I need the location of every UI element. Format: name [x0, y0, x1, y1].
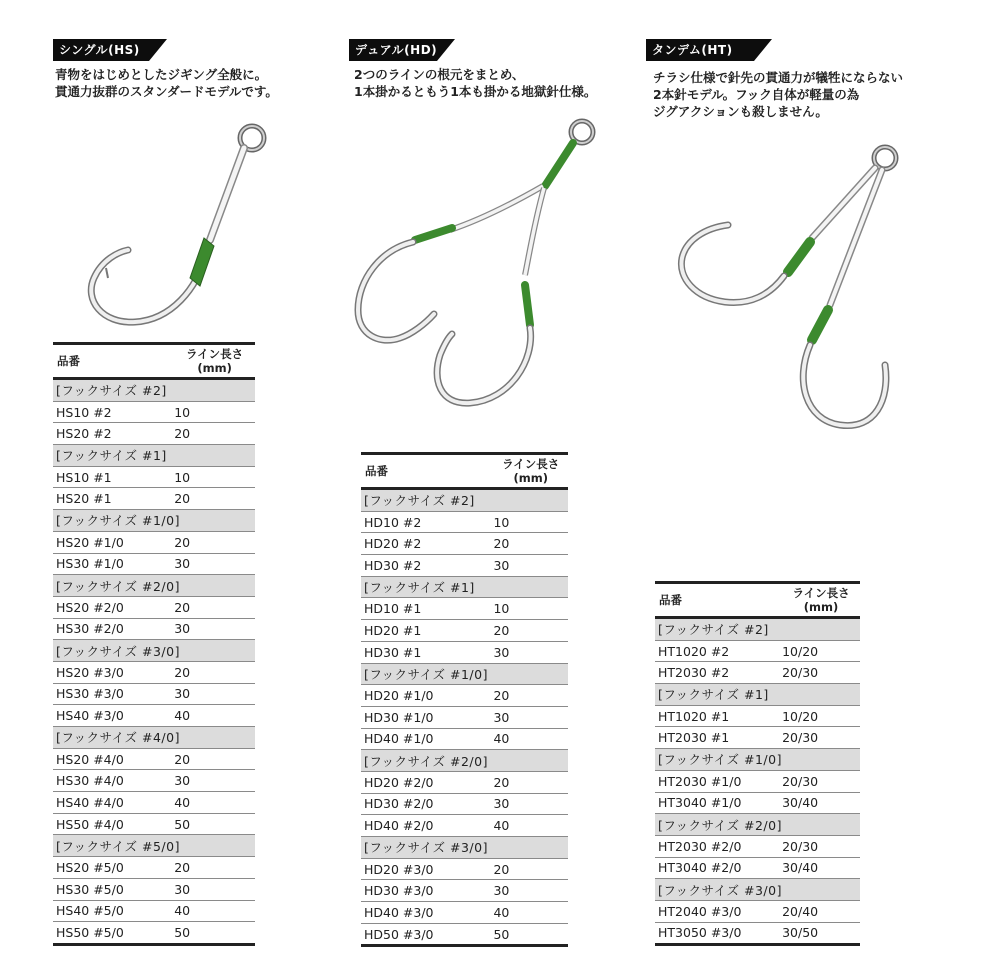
header-item: 品番: [361, 454, 493, 489]
table-row: HS20 #5/0 20: [53, 857, 255, 879]
table-row: HD10 #1 10: [361, 598, 568, 620]
table-row: HT3050 #3/0 30/50: [655, 922, 860, 945]
header-line-length: ライン長さ (mm): [782, 583, 860, 618]
table-row: HS30 #5/0 30: [53, 878, 255, 900]
spec-table-single-hs: [53, 342, 255, 946]
section-row: [フックサイズ #2]: [53, 379, 255, 402]
section-row: [フックサイズ #1/0]: [655, 749, 860, 771]
section-row: [フックサイズ #2/0]: [655, 814, 860, 836]
single-hook-illustration: [80, 110, 280, 340]
header-item: 品番: [655, 583, 782, 618]
table-row: HT3040 #2/0 30/40: [655, 857, 860, 879]
section-row: [フックサイズ #3/0]: [53, 640, 255, 662]
spec-table-tandem-ht: [655, 581, 860, 946]
badge-tandem-ht: タンデム(HT): [646, 39, 772, 61]
section-row: [フックサイズ #1]: [655, 684, 860, 706]
table-row: HS10 #1 10: [53, 466, 255, 488]
table-row: HT1020 #2 10/20: [655, 640, 860, 662]
table-row: HD10 #2 10: [361, 511, 568, 533]
section-row: [フックサイズ #5/0]: [53, 835, 255, 857]
table-row: HS40 #5/0 40: [53, 900, 255, 922]
table-row: HS30 #3/0 30: [53, 683, 255, 705]
badge-dual-hd: デュアル(HD): [349, 39, 455, 61]
badge-single-hs: シングル(HS): [53, 39, 167, 61]
section-row: [フックサイズ #4/0]: [53, 727, 255, 749]
table-row: HS30 #1/0 30: [53, 553, 255, 575]
table-row: HS20 #2 20: [53, 423, 255, 445]
table-row: HS20 #2/0 20: [53, 596, 255, 618]
table-row: HS30 #2/0 30: [53, 618, 255, 640]
section-row: [フックサイズ #2/0]: [361, 750, 568, 772]
table-row: HS50 #5/0 50: [53, 922, 255, 945]
table-row: HT2030 #2 20/30: [655, 662, 860, 684]
table-row: HT2030 #1/0 20/30: [655, 770, 860, 792]
table-row: HD50 #3/0 50: [361, 923, 568, 946]
table-row: HD20 #2 20: [361, 533, 568, 555]
hook-icon: [681, 147, 896, 426]
spec-table-dual-hd: [361, 452, 568, 947]
section-row: [フックサイズ #2]: [655, 618, 860, 641]
table-row: HD30 #2 30: [361, 555, 568, 577]
section-row: [フックサイズ #3/0]: [361, 837, 568, 859]
dual-hook-illustration: [340, 110, 600, 410]
section-row: [フックサイズ #1]: [361, 576, 568, 598]
table-row: HD30 #1 30: [361, 641, 568, 663]
table-row: HS20 #3/0 20: [53, 661, 255, 683]
table-row: HT3040 #1/0 30/40: [655, 792, 860, 814]
tandem-hook-illustration: [660, 130, 920, 440]
section-row: [フックサイズ #1]: [53, 445, 255, 467]
header-item: 品番: [53, 344, 174, 379]
hook-icon: [91, 126, 264, 322]
table-row: HS20 #1/0 20: [53, 531, 255, 553]
table-row: HS10 #2 10: [53, 401, 255, 423]
table-row: HS20 #4/0 20: [53, 748, 255, 770]
description-dual-hd: 2つのラインの根元をまとめ、 1本掛かるともう1本も掛かる地獄針仕様。: [354, 67, 597, 99]
table-row: HD40 #3/0 40: [361, 902, 568, 924]
table-row: HS20 #1 20: [53, 488, 255, 510]
table-row: HD20 #3/0 20: [361, 858, 568, 880]
table-row: HD40 #2/0 40: [361, 815, 568, 837]
description-single-hs: 青物をはじめとしたジギング全般に。 貫通力抜群のスタンダードモデルです。: [55, 67, 278, 99]
table-row: HT2030 #1 20/30: [655, 727, 860, 749]
header-line-length: ライン長さ (mm): [493, 454, 568, 489]
section-row: [フックサイズ #1/0]: [361, 663, 568, 685]
section-row: [フックサイズ #2]: [361, 489, 568, 512]
table-row: HS40 #3/0 40: [53, 705, 255, 727]
table-row: HD30 #3/0 30: [361, 880, 568, 902]
table-row: HD20 #1 20: [361, 620, 568, 642]
hook-icon: [358, 121, 593, 403]
table-row: HD20 #1/0 20: [361, 685, 568, 707]
table-row: HS30 #4/0 30: [53, 770, 255, 792]
table-row: HT2030 #2/0 20/30: [655, 835, 860, 857]
description-tandem-ht: チラシ仕様で針先の貫通力が犠牲にならない 2本針モデル。フック自体が軽量の為 ジグアクションも殺しません。: [653, 70, 904, 119]
table-row: HD30 #2/0 30: [361, 793, 568, 815]
table-row: HS40 #4/0 40: [53, 792, 255, 814]
table-row: HD30 #1/0 30: [361, 706, 568, 728]
section-row: [フックサイズ #1/0]: [53, 510, 255, 532]
table-row: HD20 #2/0 20: [361, 771, 568, 793]
table-row: HD40 #1/0 40: [361, 728, 568, 750]
section-row: [フックサイズ #2/0]: [53, 575, 255, 597]
section-row: [フックサイズ #3/0]: [655, 879, 860, 901]
table-row: HS50 #4/0 50: [53, 813, 255, 835]
table-row: HT1020 #1 10/20: [655, 705, 860, 727]
header-line-length: ライン長さ (mm): [174, 344, 255, 379]
table-row: HT2040 #3/0 20/40: [655, 900, 860, 922]
